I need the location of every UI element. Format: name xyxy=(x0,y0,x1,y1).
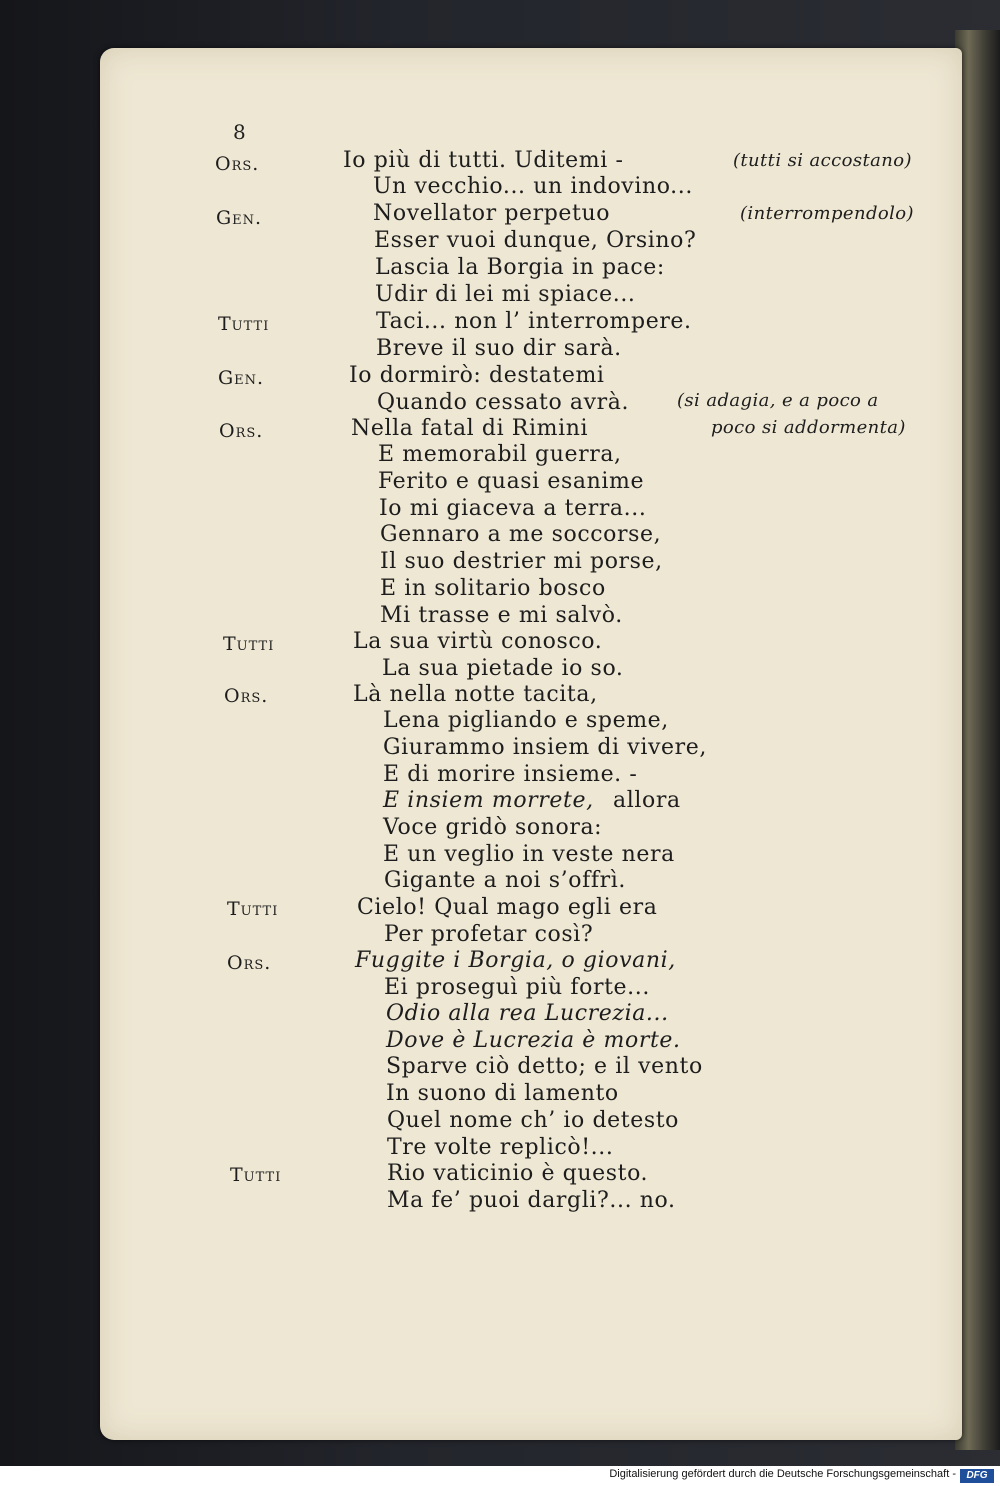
verse-line: Odio alla rea Lucrezia... xyxy=(386,1001,669,1026)
verse-line: E memorabil guerra, xyxy=(378,442,622,467)
verse-line: Taci... non l’ interrompere. xyxy=(376,309,692,334)
verse-line: Lena pigliando e speme, xyxy=(383,708,669,733)
verse-line: E insiem morrete, xyxy=(383,788,594,813)
footer-bar xyxy=(0,1466,1000,1486)
speaker-label: Tutti xyxy=(223,633,275,655)
stage-direction: (si adagia, e a poco a xyxy=(677,390,879,411)
stage-direction: (tutti si accostano) xyxy=(733,150,912,171)
verse-line: Tre volte replicò!... xyxy=(387,1135,614,1160)
verse-line: La sua pietade io so. xyxy=(382,656,624,681)
verse-line: Ma fe’ puoi dargli?... no. xyxy=(387,1188,676,1213)
verse-line: Ferito e quasi esanime xyxy=(378,469,645,494)
verse-line: Io più di tutti. Uditemi - xyxy=(343,148,624,173)
speaker-label: Gen. xyxy=(218,367,265,389)
verse-line: Io mi giaceva a terra... xyxy=(379,496,647,521)
verse-line: Cielo! Qual mago egli era xyxy=(357,895,658,920)
verse-line: Voce gridò sonora: xyxy=(383,815,603,840)
verse-line: Rio vaticinio è questo. xyxy=(387,1161,649,1186)
verse-line: Ei proseguì più forte... xyxy=(384,975,650,1000)
verse-line: Per profetar così? xyxy=(384,922,594,947)
speaker-label: Tutti xyxy=(227,898,279,920)
verse-line: Breve il suo dir sarà. xyxy=(376,336,622,361)
verse-line: Sparve ciò detto; e il vento xyxy=(386,1054,703,1079)
verse-line: Il suo destrier mi porse, xyxy=(380,549,663,574)
verse-line: E in solitario bosco xyxy=(380,576,606,601)
verse-line: Là nella notte tacita, xyxy=(353,682,598,707)
verse-line: allora xyxy=(613,788,681,813)
verse-line: Fuggite i Borgia, o giovani, xyxy=(355,948,676,973)
verse-line: Nella fatal di Rimini xyxy=(351,416,589,441)
verse-line: Dove è Lucrezia è morte. xyxy=(386,1028,681,1053)
verse-line: E un veglio in veste nera xyxy=(383,842,675,867)
speaker-label: Ors. xyxy=(227,952,272,974)
verse-line: Esser vuoi dunque, Orsino? xyxy=(374,228,697,253)
verse-line: In suono di lamento xyxy=(386,1081,619,1106)
verse-line: Quel nome ch’ io detesto xyxy=(387,1108,680,1133)
verse-line: La sua virtù conosco. xyxy=(353,629,603,654)
speaker-label: Ors. xyxy=(219,420,264,442)
verse-line: Udir di lei mi spiace... xyxy=(375,282,636,307)
speaker-label: Gen. xyxy=(216,207,263,229)
verse-line: Gigante a noi s’offrì. xyxy=(384,868,626,893)
stage-direction: poco si addormenta) xyxy=(711,417,906,438)
verse-line: Mi trasse e mi salvò. xyxy=(380,603,623,628)
page-number: 8 xyxy=(233,120,246,144)
verse-line: Lascia la Borgia in pace: xyxy=(375,255,665,280)
verse-line: Quando cessato avrà. xyxy=(377,390,630,415)
verse-line: E di morire insieme. - xyxy=(383,762,638,787)
dfg-logo-icon: DFG xyxy=(960,1469,994,1483)
stage-direction: (interrompendolo) xyxy=(740,203,914,224)
verse-line: Un vecchio... un indovino... xyxy=(373,174,693,199)
speaker-label: Tutti xyxy=(218,313,270,335)
verse-line: Gennaro a me soccorse, xyxy=(380,522,662,547)
speaker-label: Ors. xyxy=(215,153,260,175)
footer-credit: Digitalisierung gefördert durch die Deutsche Forschungsgemeinschaft - xyxy=(609,1468,956,1480)
speaker-label: Ors. xyxy=(224,685,269,707)
verse-line: Giurammo insiem di vivere, xyxy=(383,735,707,760)
verse-line: Io dormirò: destatemi xyxy=(349,363,605,388)
verse-line: Novellator perpetuo xyxy=(373,201,611,226)
speaker-label: Tutti xyxy=(230,1164,282,1186)
